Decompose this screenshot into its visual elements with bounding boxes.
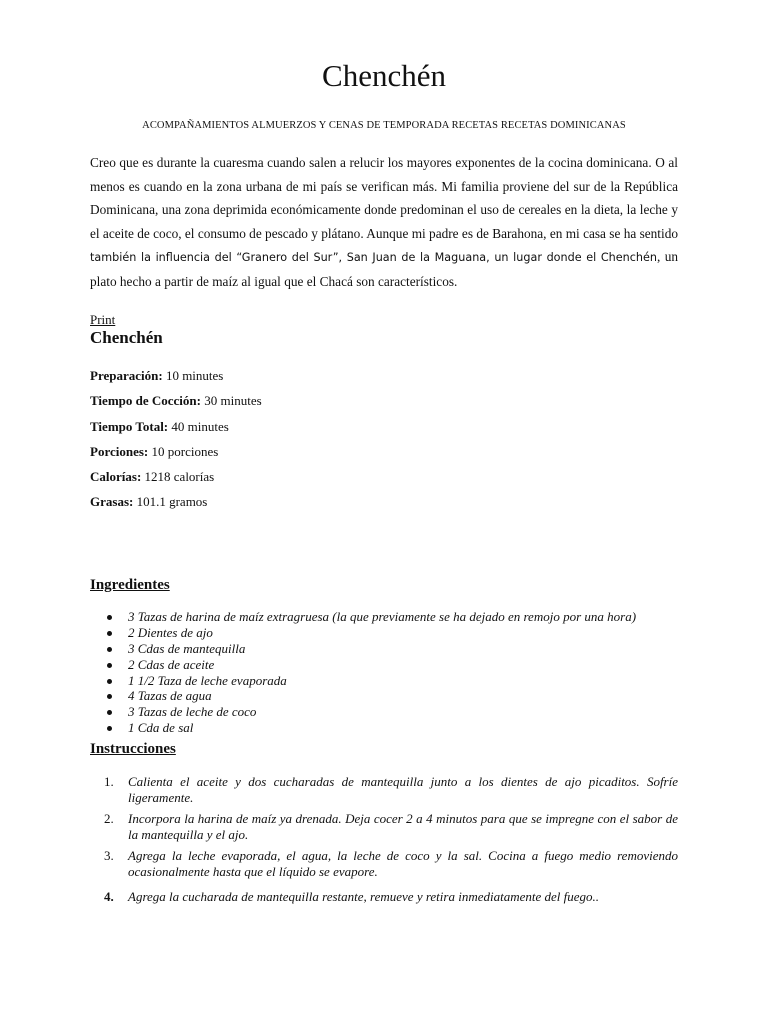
step-text: Incorpora la harina de maíz ya drenada. Deja cocer 2 a 4 minutos para que se impregne con el sabor de la mantequilla y el ajo.	[128, 811, 678, 842]
ingredients-heading: Ingredientes	[90, 577, 170, 593]
meta-label: Preparación:	[90, 368, 163, 383]
meta-value: 30 minutes	[200, 393, 262, 409]
step-number: 1.	[104, 774, 114, 789]
step-number: 3.	[104, 848, 114, 863]
instruction-step	[90, 774, 678, 806]
recipe-meta	[90, 367, 678, 519]
print-link[interactable]: Print	[90, 312, 116, 327]
meta-label: Tiempo Total:	[90, 418, 169, 434]
page-title: Chenchén	[322, 58, 446, 93]
instruction-step	[90, 848, 678, 880]
step-text: Calienta el aceite y dos cucharadas de mantequilla junto a los dientes de ajo picaditos. Sofríe ligeramente.	[128, 774, 678, 805]
step-number: 2.	[104, 811, 114, 826]
meta-value: 101.1 gramos	[133, 494, 208, 510]
step-text: Agrega la cucharada de mantequilla restante, remueve y retira inmediatamente del fuego..	[128, 889, 600, 904]
list-item: 3 Tazas de leche de coco	[90, 704, 636, 720]
meta-total-time	[90, 418, 678, 443]
list-item: 3 Tazas de harina de maíz extragruesa (la que previamente se ha dejado en remojo por una hora)	[90, 609, 636, 625]
step-number: 4.	[104, 889, 114, 904]
meta-label: Calorías:	[90, 469, 142, 485]
meta-fat	[90, 493, 678, 518]
meta-prep-time	[90, 367, 678, 392]
list-item: 2 Dientes de ajo	[90, 625, 636, 641]
intro-text-2: también la influencia del “Granero del Sur”, San Juan de la Maguana, un lugar donde el Chenchén	[90, 251, 657, 265]
intro-text-3: , un plato hecho a partir de maíz al igual que el Chacá son característicos.	[90, 249, 679, 289]
meta-cook-time	[90, 392, 678, 417]
meta-label: Porciones:	[90, 443, 149, 459]
category-tags: ACOMPAÑAMIENTOS ALMUERZOS Y CENAS DE TEMPORADA RECETAS RECETAS DOMINICANAS	[142, 120, 626, 131]
meta-value: 1218 calorías	[141, 469, 215, 485]
meta-servings	[90, 443, 678, 468]
list-item: 1 Cda de sal	[90, 720, 636, 736]
instruction-step	[90, 811, 678, 843]
instructions-heading: Instrucciones	[90, 741, 176, 757]
ingredients-list	[90, 609, 636, 736]
instructions-list	[90, 774, 678, 905]
list-item: 1 1/2 Taza de leche evaporada	[90, 673, 636, 689]
intro-paragraph	[90, 151, 678, 294]
list-item: 2 Cdas de aceite	[90, 657, 636, 673]
list-item: 4 Tazas de agua	[90, 688, 636, 704]
instruction-step	[90, 889, 678, 905]
step-text: Agrega la leche evaporada, el agua, la leche de coco y la sal. Cocina a fuego medio removiendo ocasionalmente hasta que el líquido se evapore.	[128, 848, 678, 879]
meta-value: 40 minutes	[168, 418, 229, 434]
meta-label: Tiempo de Cocción:	[90, 393, 201, 409]
meta-value: 10 porciones	[148, 443, 219, 459]
recipe-name: Chenchén	[90, 328, 163, 347]
meta-value: 10 minutes	[162, 368, 224, 383]
list-item: 3 Cdas de mantequilla	[90, 641, 636, 657]
meta-calories	[90, 468, 678, 493]
intro-text-1: Creo que es durante la cuaresma cuando salen a relucir los mayores exponentes de la cocina dominicana. O al menos es cuando en la zona urbana de mi país se verifican más. Mi familia proviene del sur de la República Dominicana, una zona deprimida económicamente donde predominan el uso de cereales en la dieta, la leche y el aceite de coco, el consumo de pescado y plátano. Aunque mi padre es de Barahona, en mi casa se ha sentido	[90, 155, 678, 241]
meta-label: Grasas:	[90, 494, 134, 510]
